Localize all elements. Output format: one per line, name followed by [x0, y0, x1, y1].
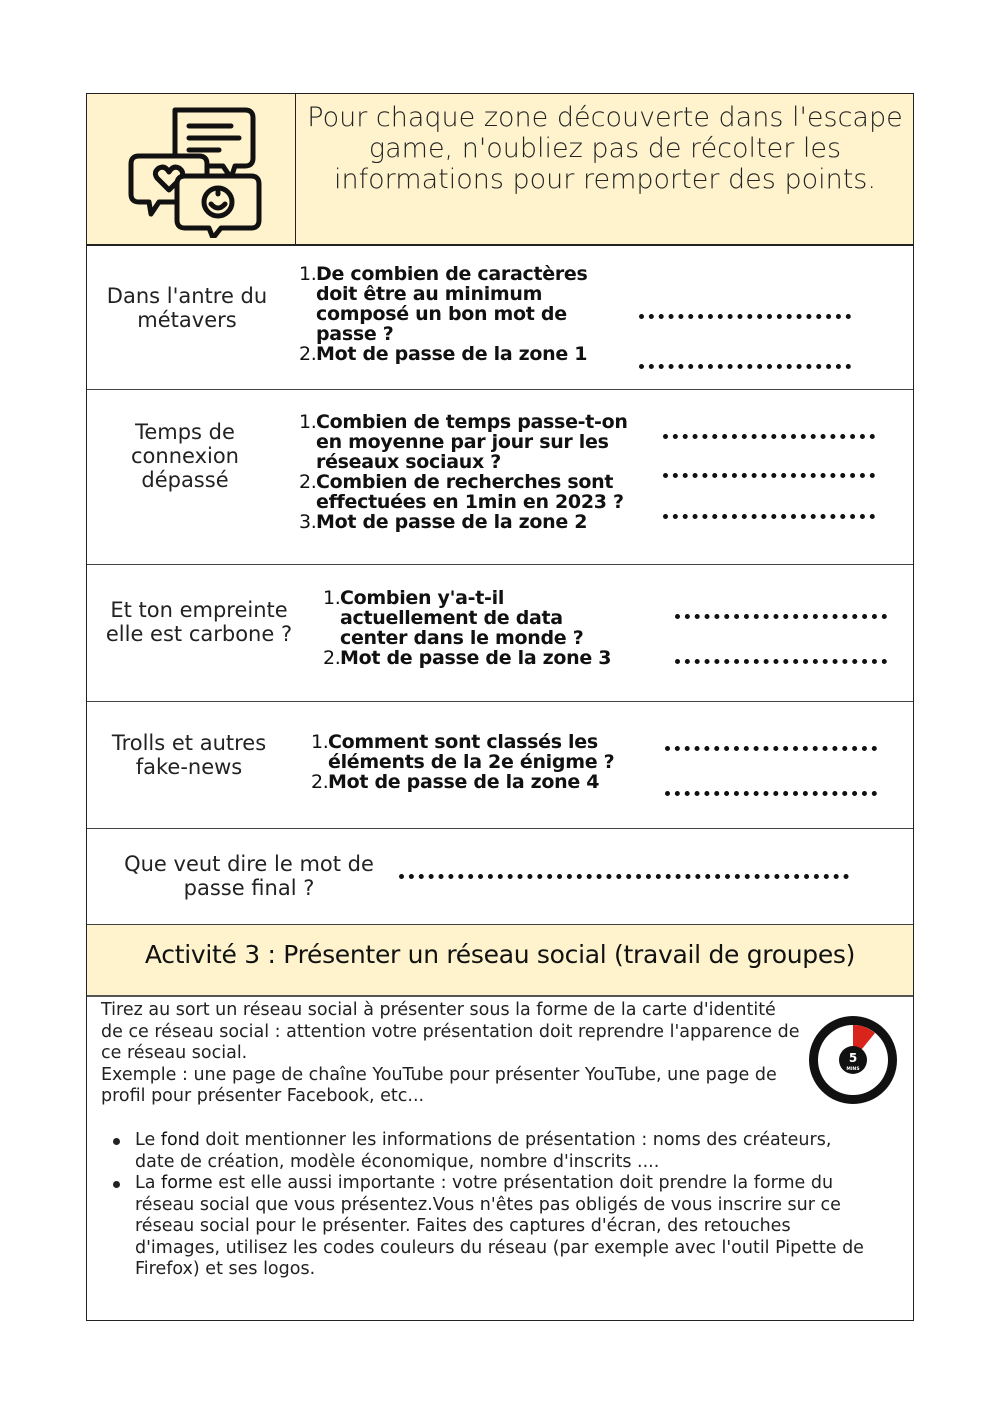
question-item [311, 772, 631, 792]
question-number: 2. [311, 771, 329, 793]
question-list [311, 732, 631, 792]
chat-bubbles-icon [127, 102, 267, 238]
answer-line[interactable] [663, 514, 875, 519]
question-item [299, 412, 634, 472]
question-text: Comment sont classés les éléments de la 2e énigme ? [328, 731, 615, 773]
bullet-prefix: Le [135, 1130, 161, 1150]
worksheet [86, 93, 914, 1321]
divider [87, 244, 913, 246]
answer-line[interactable] [639, 314, 851, 319]
question-number: 1. [323, 587, 341, 609]
zone-label: Et ton empreinte elle est carbone ? [105, 598, 293, 646]
list-item [109, 1130, 869, 1173]
answer-line[interactable] [675, 659, 887, 664]
final-question-label: Que veut dire le mot de passe final ? [124, 852, 374, 900]
list-item [109, 1173, 869, 1281]
bullet-text: est elle aussi importante : votre présentation doit prendre la forme du réseau social que vous présentez.Vous n'êtes pas obligés de vous inscrire sur ce réseau social pour le présenter. Faites des captures d'écran, des retouches d'images, utilisez les codes couleurs du réseau (par exemple avec l'outil Pipette de Firefox) et ses logos. [135, 1173, 864, 1279]
bullet-icon [113, 1138, 120, 1145]
question-item [299, 344, 609, 364]
header-instruction: Pour chaque zone découverte dans l'escape game, n'oubliez pas de récolter les informations pour remporter des points. [307, 102, 903, 195]
question-list [299, 412, 634, 532]
answer-line[interactable] [665, 746, 877, 751]
question-text: Combien de temps passe-t-on en moyenne par jour sur les réseaux sociaux ? [316, 411, 628, 473]
divider [87, 828, 913, 829]
activity-intro: Tirez au sort un réseau social à présenter sous la forme de la carte d'identité de ce réseau social : attention votre présentation doit reprendre l'apparence de ce réseau social. [101, 1000, 800, 1063]
bullet-text: doit mentionner les informations de présentation : noms des créateurs, date de création, modèle économique, nombre d'inscrits .... [135, 1130, 832, 1172]
question-item [299, 264, 609, 344]
question-text: Combien de recherches sont effectuées en 1min en 2023 ? [316, 471, 624, 513]
question-number: 3. [299, 511, 317, 533]
zone-label: Temps de connexion dépassé [131, 420, 239, 492]
question-list [299, 264, 609, 364]
question-list [323, 588, 613, 668]
question-text: Combien y'a-t-il actuellement de data center dans le monde ? [340, 587, 584, 649]
bullet-keyword: fond [160, 1130, 200, 1150]
activity-title: Activité 3 : Présenter un réseau social (travail de groupes) [144, 940, 856, 969]
question-text: De combien de caractères doit être au minimum composé un bon mot de passe ? [316, 263, 588, 345]
zone-label: Trolls et autres fake-news [111, 731, 267, 779]
final-answer-line[interactable] [399, 874, 849, 879]
question-number: 1. [299, 263, 317, 285]
activity-description [101, 1000, 801, 1108]
question-text: Mot de passe de la zone 2 [316, 511, 588, 533]
question-number: 2. [299, 471, 317, 493]
question-item [299, 472, 634, 512]
answer-line[interactable] [663, 473, 875, 478]
timer-value: 5 [848, 1051, 858, 1065]
question-item [311, 732, 631, 772]
answer-line[interactable] [675, 614, 887, 619]
bullet-keyword: forme [161, 1173, 213, 1193]
question-number: 2. [299, 343, 317, 365]
answer-line[interactable] [663, 434, 875, 439]
question-text: Mot de passe de la zone 3 [340, 647, 612, 669]
bullet-prefix: La [135, 1173, 162, 1193]
divider [87, 564, 913, 565]
bullet-icon [113, 1181, 120, 1188]
question-number: 1. [311, 731, 329, 753]
activity-example: Exemple : une page de chaîne YouTube pour présenter YouTube, une page de profil pour présenter Facebook, etc... [101, 1064, 777, 1106]
divider [87, 701, 913, 702]
divider [87, 995, 913, 997]
question-text: Mot de passe de la zone 4 [328, 771, 600, 793]
question-item [323, 648, 613, 668]
answer-line[interactable] [639, 364, 851, 369]
question-number: 1. [299, 411, 317, 433]
question-item [299, 512, 634, 532]
question-text: Mot de passe de la zone 1 [316, 343, 588, 365]
answer-line[interactable] [665, 791, 877, 796]
timer-unit: MINS [846, 1067, 860, 1072]
zone-label: Dans l'antre du métavers [106, 284, 268, 332]
activity-bullets [109, 1130, 869, 1281]
header-divider [295, 94, 296, 245]
divider [87, 389, 913, 390]
question-item [323, 588, 613, 648]
stopwatch-icon [805, 1012, 901, 1108]
question-number: 2. [323, 647, 341, 669]
